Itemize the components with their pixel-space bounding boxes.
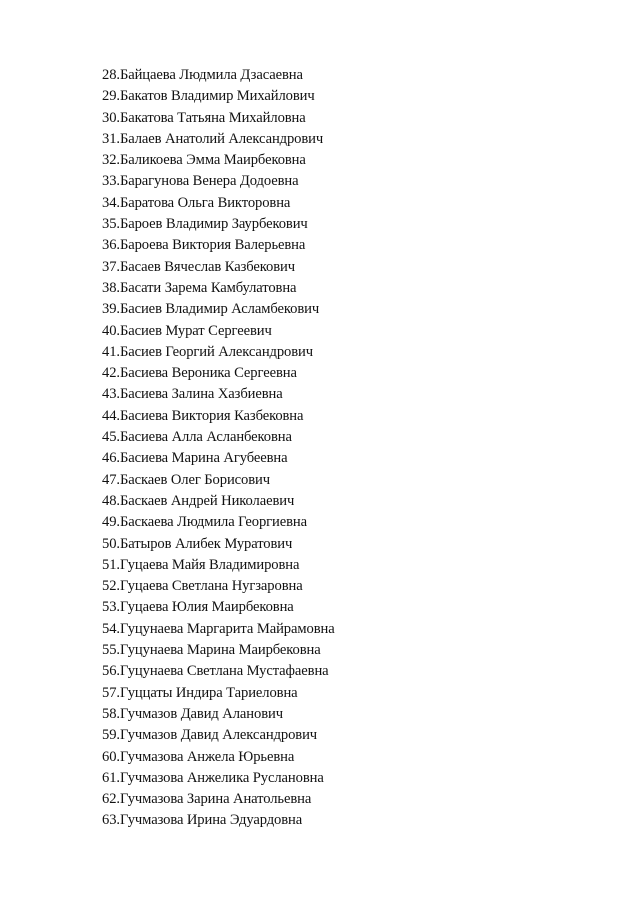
list-item: 60.Гучмазова Анжела Юрьевна	[102, 748, 295, 765]
list-item: 52.Гуцаева Светлана Нугзаровна	[102, 578, 303, 595]
list-item: 32.Баликоева Эмма Маирбековна	[102, 152, 306, 169]
list-item: 36.Бароева Виктория Валерьевна	[102, 237, 306, 254]
list-item: 46.Басиева Марина Агубеевна	[102, 450, 288, 467]
list-item: 61.Гучмазова Анжелика Руслановна	[102, 769, 324, 786]
list-item: 48.Баскаев Андрей Николаевич	[102, 492, 295, 509]
list-item: 58.Гучмазов Давид Аланович	[102, 705, 283, 722]
list-item: 47.Баскаев Олег Борисович	[102, 471, 270, 488]
list-item: 63.Гучмазова Ирина Эдуардовна	[102, 812, 303, 829]
list-item: 43.Басиева Залина Хазбиевна	[102, 386, 283, 403]
list-item: 42.Басиева Вероника Сергеевна	[102, 365, 297, 382]
list-item: 57.Гуццаты Индира Тариеловна	[102, 684, 298, 701]
list-item: 34.Баратова Ольга Викторовна	[102, 194, 291, 211]
list-item: 41.Басиев Георгий Александрович	[102, 343, 313, 360]
list-item: 50.Батыров Алибек Муратович	[102, 535, 293, 552]
list-item: 45.Басиева Алла Асланбековна	[102, 429, 292, 446]
list-item: 49.Баскаева Людмила Георгиевна	[102, 514, 308, 531]
list-item: 39.Басиев Владимир Асламбекович	[102, 301, 320, 318]
list-item: 37.Басаев Вячеслав Казбекович	[102, 258, 295, 275]
list-item: 28.Байцаева Людмила Дзасаевна	[102, 67, 303, 83]
list-item: 31.Балаев Анатолий Александрович	[102, 130, 324, 147]
list-item: 53.Гуцаева Юлия Маирбековна	[102, 599, 294, 616]
list-item: 30.Бакатова Татьяна Михайловна	[102, 109, 306, 126]
list-item: 40.Басиев Мурат Сергеевич	[102, 322, 272, 339]
list-item: 56.Гуцунаева Светлана Мустафаевна	[102, 663, 329, 680]
list-item: 54.Гуцунаева Маргарита Майрамовна	[102, 620, 335, 637]
list-item: 62.Гучмазова Зарина Анатольевна	[102, 791, 312, 808]
list-item: 44.Басиева Виктория Казбековна	[102, 407, 304, 424]
list-item: 51.Гуцаева Майя Владимировна	[102, 556, 300, 573]
list-item: 29.Бакатов Владимир Михайлович	[102, 88, 315, 105]
list-item: 55.Гуцунаева Марина Маирбековна	[102, 642, 321, 659]
list-item: 35.Бароев Владимир Заурбекович	[102, 216, 308, 233]
list-item: 38.Басати Зарема Камбулатовна	[102, 279, 297, 296]
name-list	[102, 65, 335, 832]
list-item: 59.Гучмазов Давид Александрович	[102, 727, 318, 744]
list-item: 33.Барагунова Венера Додоевна	[102, 173, 299, 190]
